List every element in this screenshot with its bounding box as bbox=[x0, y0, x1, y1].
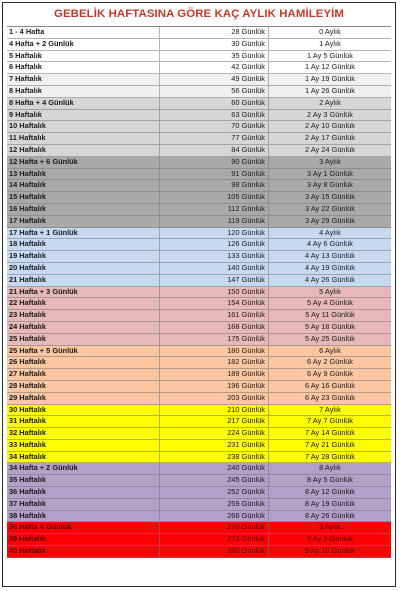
months-cell: 7 Ay 28 Günlük bbox=[305, 451, 355, 461]
days-cell: 259 Günlük bbox=[160, 499, 269, 510]
week-cell: 40 Haftalık bbox=[7, 546, 160, 557]
days-cell: 161 Günlük bbox=[160, 310, 269, 321]
months-cell: 4 Aylık bbox=[319, 227, 341, 237]
table-row bbox=[7, 157, 391, 169]
week-cell: 39 Haftalık bbox=[7, 534, 160, 545]
days-cell: 119 Günlük bbox=[160, 216, 269, 227]
days-cell: 240 Günlük bbox=[160, 463, 269, 474]
table-row bbox=[7, 121, 391, 133]
days-cell: 140 Günlük bbox=[160, 263, 269, 274]
week-cell: 30 Haftalık bbox=[7, 405, 160, 416]
week-cell: 25 Hafta + 5 Günlük bbox=[7, 346, 160, 357]
months-cell: 2 Aylık bbox=[319, 97, 341, 107]
pregnancy-week-table bbox=[7, 26, 391, 558]
table-row bbox=[7, 275, 391, 287]
table-row bbox=[7, 263, 391, 275]
months-cell: 8 Ay 5 Günlük bbox=[307, 475, 353, 485]
days-cell: 112 Günlük bbox=[160, 204, 269, 215]
week-cell: 8 Haftalık bbox=[7, 86, 160, 97]
table-row bbox=[7, 440, 391, 452]
months-cell: 6 Ay 9 Günlük bbox=[307, 369, 353, 379]
table-row bbox=[7, 334, 391, 346]
months-cell: 1 Ay 5 Günlük bbox=[307, 50, 353, 60]
table-row bbox=[7, 169, 391, 181]
months-cell: 3 Ay 1 Günlük bbox=[307, 168, 353, 178]
months-cell: 5 Ay 11 Günlük bbox=[305, 310, 355, 320]
months-cell: 4 Ay 6 Günlük bbox=[307, 239, 353, 249]
months-cell: 7 Ay 7 Günlük bbox=[307, 416, 353, 426]
week-cell: 29 Haftalık bbox=[7, 393, 160, 404]
days-cell: 273 Günlük bbox=[160, 534, 269, 545]
week-cell: 33 Haftalık bbox=[7, 440, 160, 451]
months-cell: 2 Ay 10 Günlük bbox=[305, 121, 355, 131]
table-row bbox=[7, 133, 391, 145]
week-cell: 25 Haftalık bbox=[7, 334, 160, 345]
table-row bbox=[7, 534, 391, 546]
months-cell: 3 Ay 8 Günlük bbox=[307, 180, 353, 190]
table-row bbox=[7, 287, 391, 299]
table-row bbox=[7, 180, 391, 192]
table-row bbox=[7, 522, 391, 534]
week-cell: 32 Haftalık bbox=[7, 428, 160, 439]
months-cell: 8 Ay 26 Günlük bbox=[305, 510, 355, 520]
days-cell: 77 Günlük bbox=[160, 133, 269, 144]
days-cell: 196 Günlük bbox=[160, 381, 269, 392]
week-cell: 26 Haftalık bbox=[7, 357, 160, 368]
days-cell: 180 Günlük bbox=[160, 346, 269, 357]
table-row bbox=[7, 546, 391, 558]
week-cell: 18 Haftalık bbox=[7, 239, 160, 250]
days-cell: 203 Günlük bbox=[160, 393, 269, 404]
week-cell: 16 Haftalık bbox=[7, 204, 160, 215]
months-cell: 8 Ay 12 Günlük bbox=[305, 487, 355, 497]
months-cell: 7 Aylık bbox=[319, 404, 341, 414]
days-cell: 217 Günlük bbox=[160, 416, 269, 427]
week-cell: 11 Haftalık bbox=[7, 133, 160, 144]
days-cell: 252 Günlük bbox=[160, 487, 269, 498]
table-row bbox=[7, 463, 391, 475]
table-row bbox=[7, 39, 391, 51]
table-row bbox=[7, 216, 391, 228]
months-cell: 6 Ay 16 Günlük bbox=[305, 380, 355, 390]
months-cell: 9 Aylık bbox=[319, 522, 341, 532]
table-row bbox=[7, 98, 391, 110]
months-cell: 4 Ay 19 Günlük bbox=[305, 262, 355, 272]
table-row bbox=[7, 145, 391, 157]
days-cell: 280 Günlük bbox=[160, 546, 269, 557]
months-cell: 8 Ay 19 Günlük bbox=[305, 498, 355, 508]
months-cell: 1 Ay 26 Günlük bbox=[305, 85, 355, 95]
months-cell: 5 Ay 18 Günlük bbox=[305, 321, 355, 331]
table-row bbox=[7, 27, 391, 39]
week-cell: 35 Haftalık bbox=[7, 475, 160, 486]
days-cell: 91 Günlük bbox=[160, 169, 269, 180]
months-cell: 6 Aylık bbox=[319, 345, 341, 355]
days-cell: 231 Günlük bbox=[160, 440, 269, 451]
days-cell: 28 Günlük bbox=[160, 27, 269, 38]
week-cell: 4 Hafta + 2 Günlük bbox=[7, 39, 160, 50]
pregnancy-chart-frame bbox=[2, 2, 396, 587]
days-cell: 189 Günlük bbox=[160, 369, 269, 380]
months-cell: 5 Ay 25 Günlük bbox=[305, 333, 355, 343]
days-cell: 60 Günlük bbox=[160, 98, 269, 109]
months-cell: 1 Aylık bbox=[319, 38, 341, 48]
week-cell: 21 Haftalık bbox=[7, 275, 160, 286]
table-row bbox=[7, 74, 391, 86]
table-row bbox=[7, 239, 391, 251]
table-row bbox=[7, 204, 391, 216]
months-cell: 6 Ay 2 Günlük bbox=[307, 357, 353, 367]
days-cell: 154 Günlük bbox=[160, 298, 269, 309]
table-row bbox=[7, 487, 391, 499]
days-cell: 105 Günlük bbox=[160, 192, 269, 203]
months-cell: 1 Ay 12 Günlük bbox=[305, 62, 355, 72]
days-cell: 42 Günlük bbox=[160, 62, 269, 73]
months-cell: 6 Ay 23 Günlük bbox=[305, 392, 355, 402]
months-cell: 3 Ay 15 Günlük bbox=[305, 192, 355, 202]
week-cell: 31 Haftalık bbox=[7, 416, 160, 427]
months-cell: 2 Ay 17 Günlük bbox=[305, 133, 355, 143]
week-cell: 19 Haftalık bbox=[7, 251, 160, 262]
table-row bbox=[7, 369, 391, 381]
months-cell: 2 Ay 3 Günlük bbox=[307, 109, 353, 119]
days-cell: 56 Günlük bbox=[160, 86, 269, 97]
week-cell: 20 Haftalık bbox=[7, 263, 160, 274]
days-cell: 126 Günlük bbox=[160, 239, 269, 250]
week-cell: 27 Haftalık bbox=[7, 369, 160, 380]
days-cell: 49 Günlük bbox=[160, 74, 269, 85]
week-cell: 38 Haftalık bbox=[7, 511, 160, 522]
week-cell: 17 Hafta + 1 Günlük bbox=[7, 228, 160, 239]
week-cell: 34 Haftalık bbox=[7, 452, 160, 463]
table-row bbox=[7, 310, 391, 322]
week-cell: 28 Haftalık bbox=[7, 381, 160, 392]
week-cell: 21 Hafta + 3 Günlük bbox=[7, 287, 160, 298]
days-cell: 35 Günlük bbox=[160, 51, 269, 62]
table-row bbox=[7, 393, 391, 405]
table-row bbox=[7, 228, 391, 240]
table-row bbox=[7, 428, 391, 440]
days-cell: 224 Günlük bbox=[160, 428, 269, 439]
months-cell: 5 Aylık bbox=[319, 286, 341, 296]
week-cell: 34 Hafta + 2 Günlük bbox=[7, 463, 160, 474]
months-cell: 4 Ay 13 Günlük bbox=[305, 251, 355, 261]
table-row bbox=[7, 51, 391, 63]
days-cell: 30 Günlük bbox=[160, 39, 269, 50]
months-cell: 8 Aylık bbox=[319, 463, 341, 473]
table-row bbox=[7, 381, 391, 393]
table-row bbox=[7, 322, 391, 334]
week-cell: 12 Hafta + 6 Günlük bbox=[7, 157, 160, 168]
months-cell: 5 Ay 4 Günlük bbox=[307, 298, 353, 308]
table-row bbox=[7, 86, 391, 98]
days-cell: 147 Günlük bbox=[160, 275, 269, 286]
months-cell: 9 Ay 3 Günlük bbox=[307, 534, 353, 544]
week-cell: 9 Haftalık bbox=[7, 110, 160, 121]
table-row bbox=[7, 110, 391, 122]
table-row bbox=[7, 357, 391, 369]
week-cell: 36 Haftalık bbox=[7, 487, 160, 498]
days-cell: 98 Günlük bbox=[160, 180, 269, 191]
days-cell: 270 Günlük bbox=[160, 522, 269, 533]
days-cell: 63 Günlük bbox=[160, 110, 269, 121]
months-cell: 3 Ay 29 Günlük bbox=[305, 215, 355, 225]
table-row bbox=[7, 416, 391, 428]
months-cell: 4 Ay 26 Günlük bbox=[305, 274, 355, 284]
week-cell: 23 Haftalık bbox=[7, 310, 160, 321]
table-row bbox=[7, 346, 391, 358]
days-cell: 182 Günlük bbox=[160, 357, 269, 368]
days-cell: 210 Günlük bbox=[160, 405, 269, 416]
table-row bbox=[7, 62, 391, 74]
week-cell: 1 - 4 Hafta bbox=[7, 27, 160, 38]
days-cell: 175 Günlük bbox=[160, 334, 269, 345]
table-row bbox=[7, 298, 391, 310]
months-cell: 7 Ay 14 Günlük bbox=[305, 428, 355, 438]
page-title: GEBELİK HAFTASINA GÖRE KAÇ AYLIK HAMİLEYİM bbox=[53, 8, 345, 20]
days-cell: 120 Günlük bbox=[160, 228, 269, 239]
days-cell: 133 Günlük bbox=[160, 251, 269, 262]
week-cell: 5 Haftalık bbox=[7, 51, 160, 62]
days-cell: 168 Günlük bbox=[160, 322, 269, 333]
week-cell: 6 Haftalık bbox=[7, 62, 160, 73]
table-row bbox=[7, 192, 391, 204]
days-cell: 266 Günlük bbox=[160, 511, 269, 522]
table-row bbox=[7, 251, 391, 263]
week-cell: 22 Haftalık bbox=[7, 298, 160, 309]
table-row bbox=[7, 499, 391, 511]
days-cell: 245 Günlük bbox=[160, 475, 269, 486]
week-cell: 17 Haftalık bbox=[7, 216, 160, 227]
months-cell: 0 Aylık bbox=[319, 27, 341, 36]
days-cell: 84 Günlük bbox=[160, 145, 269, 156]
week-cell: 12 Haftalık bbox=[7, 145, 160, 156]
months-cell: 7 Ay 21 Günlük bbox=[305, 439, 355, 449]
table-row bbox=[7, 452, 391, 464]
week-cell: 38 Hafta 4 Günlük bbox=[7, 522, 160, 533]
week-cell: 15 Haftalık bbox=[7, 192, 160, 203]
months-cell: 1 Ay 19 Günlük bbox=[305, 74, 355, 84]
months-cell: 9 Ay 10 Günlük bbox=[305, 546, 355, 556]
days-cell: 90 Günlük bbox=[160, 157, 269, 168]
months-cell: 3 Ay 22 Günlük bbox=[305, 203, 355, 213]
week-cell: 24 Haftalık bbox=[7, 322, 160, 333]
days-cell: 70 Günlük bbox=[160, 121, 269, 132]
days-cell: 238 Günlük bbox=[160, 452, 269, 463]
months-cell: 3 Aylık bbox=[319, 156, 341, 166]
week-cell: 13 Haftalık bbox=[7, 169, 160, 180]
week-cell: 10 Haftalık bbox=[7, 121, 160, 132]
days-cell: 150 Günlük bbox=[160, 287, 269, 298]
table-row bbox=[7, 511, 391, 523]
table-row bbox=[7, 475, 391, 487]
week-cell: 37 Haftalık bbox=[7, 499, 160, 510]
week-cell: 7 Haftalık bbox=[7, 74, 160, 85]
months-cell: 2 Ay 24 Günlük bbox=[305, 144, 355, 154]
table-row bbox=[7, 405, 391, 417]
week-cell: 8 Hafta + 4 Günlük bbox=[7, 98, 160, 109]
week-cell: 14 Haftalık bbox=[7, 180, 160, 191]
